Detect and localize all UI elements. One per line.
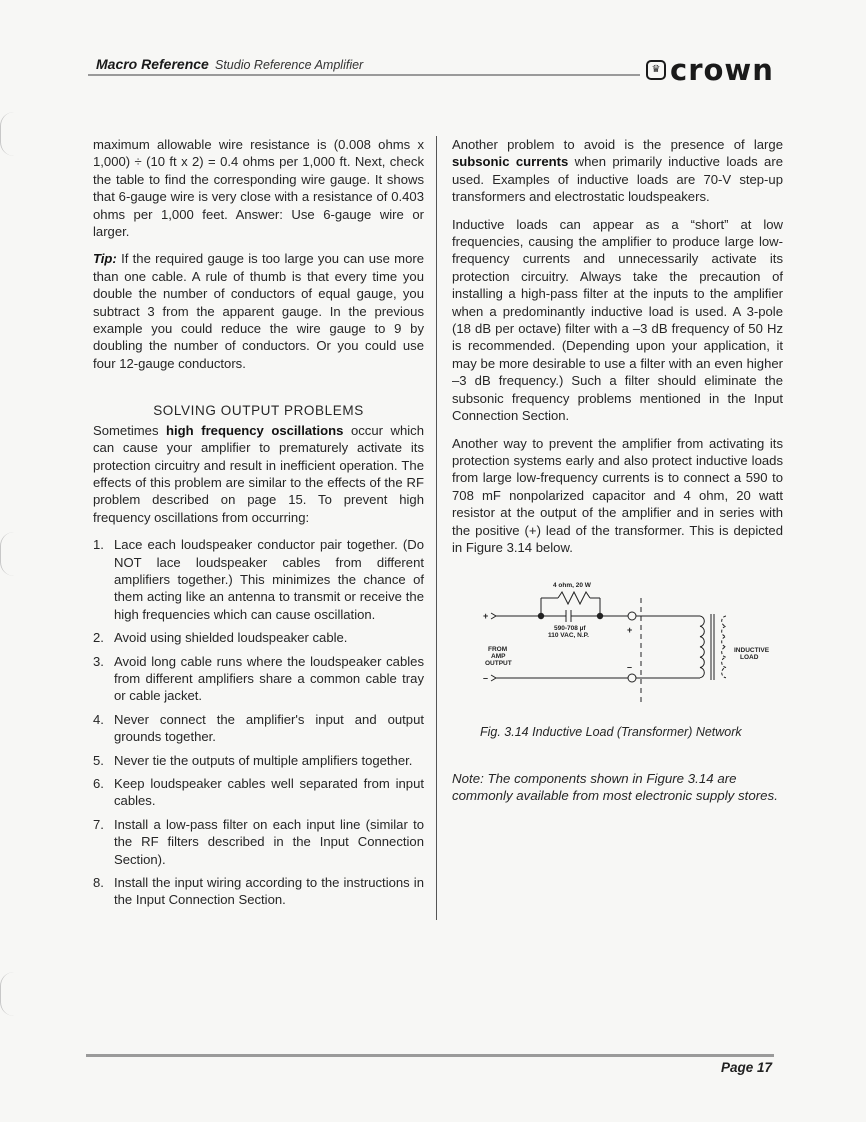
- list-item: [93, 536, 424, 623]
- list-number: 5.: [93, 752, 104, 768]
- tip-label: Tip:: [93, 251, 117, 267]
- header-rule: [88, 74, 640, 76]
- right-column: [452, 136, 783, 564]
- paragraph: Another way to prevent the amplifier from activating its protection systems early and also protect inductive loads from large low-frequency currents is to connect a 590 to 708 mF nonpolarized capacitor and 4 ohm, 20 watt resistor at the output of the amplifier and in series with the positive (+) lead of the transformer. This is depicted in Figure 3.14 below.: [452, 435, 783, 555]
- plus-sign: +: [483, 611, 489, 621]
- page-number: Page 17: [721, 1060, 773, 1075]
- terminal-plus-label: +: [627, 625, 633, 635]
- margin-mark: [0, 112, 15, 156]
- margin-mark: [0, 972, 15, 1016]
- junction-dot: [538, 613, 544, 619]
- paragraph: Inductive loads can appear as a “short” at low frequencies, causing the amplifier to produce large low-frequency currents and unnecessarily activate its protection circuitry. Always take the precaution of installing a high-pass filter at the inputs to the amplifier when a predominantly inductive load is used. A 3-pole (18 dB per octave) filter with a –3 dB frequency of 50 Hz is recommended. (Depending upon your application, it may be more desirable to use a filter with an even higher –3 dB frequency.) Such a filter should eliminate the subsonic frequency problems mentioned in the Input Connection Section.: [452, 216, 783, 424]
- figure-caption: Fig. 3.14 Inductive Load (Transformer) Network: [480, 725, 742, 739]
- resistor-symbol: [558, 592, 590, 604]
- list-text: Avoid using shielded loudspeaker cable.: [114, 630, 348, 646]
- bold-term: subsonic currents: [452, 154, 569, 170]
- list-item: [93, 752, 424, 769]
- section-heading: SOLVING OUTPUT PROBLEMS: [153, 403, 364, 419]
- intro-text: occur which can cause your amplifier to prematurely activate its protection circuitry and result in inefficient operation. The effects of this problem are similar to the effects of the RF problem described on page 15. To prevent high frequency oscillations from occurring:: [93, 422, 424, 525]
- terminal-minus: [628, 674, 636, 682]
- paragraph: maximum allowable wire resistance is (0.008 ohms x 1,000) ÷ (10 ft x 2) = 0.4 ohms per 1,000 ft. Next, check the table to find the corresponding wire gauge. It shows that 6-gauge wire is very close with a resistance of 0.403 ohms per 1,000 feet. Answer: Use 6-gauge wire or larger.: [93, 137, 424, 240]
- bold-term: high frequency oscillations: [166, 422, 344, 438]
- para-text: Another problem to avoid is the presence of large: [452, 137, 783, 152]
- list-item: [93, 629, 424, 646]
- header-title: Macro Reference: [96, 56, 209, 72]
- intro-paragraph: [93, 422, 424, 526]
- list-number: 6.: [93, 776, 104, 791]
- list-number: 3.: [93, 653, 104, 669]
- load-label: LOAD: [740, 654, 759, 661]
- list-number: 4.: [93, 711, 104, 727]
- list-number: 1.: [93, 537, 104, 553]
- list-item: [93, 816, 424, 868]
- list-text: Never tie the outputs of multiple amplifiers together.: [114, 752, 413, 768]
- list-item: [93, 775, 424, 810]
- intro-text: Sometimes: [93, 422, 167, 438]
- minus-sign: –: [483, 673, 489, 683]
- input-plus-arrow: [491, 613, 496, 619]
- transformer-primary-coil: [700, 616, 704, 678]
- list-item: [93, 874, 424, 909]
- left-column: [93, 136, 424, 915]
- resistor-label: 4 ohm, 20 W: [553, 582, 591, 589]
- source-label: AMP: [491, 653, 506, 660]
- tip-paragraph: [93, 250, 424, 372]
- source-label: OUTPUT: [485, 660, 512, 667]
- crown-logo-icon: ♛: [646, 60, 666, 80]
- recommendation-list: [93, 536, 424, 909]
- input-minus-arrow: [491, 675, 496, 681]
- footer-rule: [86, 1054, 774, 1057]
- transformer-secondary-coil: [722, 616, 726, 678]
- paragraph: [452, 136, 783, 206]
- load-label: INDUCTIVE: [734, 647, 770, 654]
- terminal-minus-label: –: [627, 662, 633, 672]
- margin-mark: [0, 532, 15, 576]
- list-text: Install the input wiring according to the instructions in the Input Connection Section.: [114, 875, 424, 908]
- terminal-plus: [628, 612, 636, 620]
- header-subtitle: Studio Reference Amplifier: [215, 58, 364, 72]
- list-number: 2.: [93, 630, 104, 646]
- brand-name: crown: [670, 52, 774, 87]
- tip-text: If the required gauge is too large you can use more than one cable. A rule of thumb is that every time you double the number of conductors of equal gauge, you subtract 3 from the apparent gauge. In the previous example you could reduce the wire gauge to 9 by doubling the number of conductors. Or you could use four 12-gauge conductors.: [93, 251, 424, 371]
- note: Note: The components shown in Figure 3.14 are commonly available from most electronic supply stores.: [452, 771, 778, 803]
- list-number: 7.: [93, 816, 104, 832]
- brand-logo: [646, 52, 774, 87]
- page-header: [96, 52, 790, 87]
- list-item: [93, 653, 424, 705]
- capacitor-label: 590-708 µf: [554, 625, 586, 632]
- list-text: Avoid long cable runs where the loudspeaker cables from different amplifiers share a common cable tray or cable jacket.: [114, 653, 424, 704]
- list-number: 8.: [93, 875, 104, 891]
- source-label: FROM: [488, 646, 508, 653]
- list-text: Never connect the amplifier's input and output grounds together.: [114, 711, 424, 745]
- schematic-figure: [478, 578, 778, 708]
- junction-dot: [597, 613, 603, 619]
- column-divider: [436, 136, 437, 920]
- capacitor-label: 110 VAC, N.P.: [548, 632, 589, 639]
- list-item: [93, 711, 424, 746]
- list-text: Install a low-pass filter on each input line (similar to the RF filters described in the Input Connection Section).: [114, 816, 424, 867]
- list-text: Keep loudspeaker cables well separated from input cables.: [114, 776, 424, 809]
- para-text: when primarily inductive loads are used. Examples of inductive loads are 70-V step-up transformers and electrostatic loudspeakers.: [452, 154, 783, 205]
- list-text: Lace each loudspeaker conductor pair together. (Do NOT lace loudspeaker cables from different amplifiers together.) This minimizes the chance of them acting like an antenna to transmit or receive the high frequencies which can cause oscillation.: [114, 537, 424, 622]
